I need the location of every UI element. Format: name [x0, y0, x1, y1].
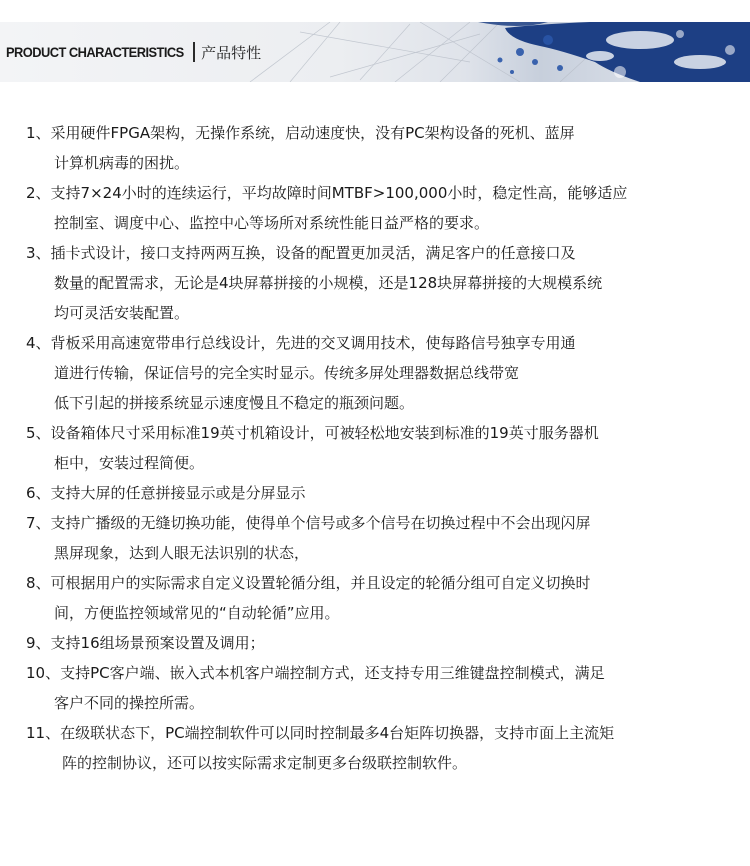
- feature-line: 均可灵活安装配置。: [54, 304, 190, 322]
- header-banner: [0, 22, 750, 82]
- feature-item-4: [0, 328, 750, 418]
- feature-line: 5、设备箱体尺寸采用标准19英寸机箱设计，可被轻松地安装到标准的19英寸服务器机: [26, 424, 599, 442]
- feature-line: 8、可根据用户的实际需求自定义设置轮循分组，并且设定的轮循分组可自定义切换时: [26, 574, 591, 592]
- section-title: [6, 40, 261, 64]
- feature-list: [0, 118, 750, 778]
- feature-item-2: [0, 178, 750, 238]
- feature-item-3: [0, 238, 750, 328]
- feature-line: 3、插卡式设计，接口支持两两互换，设备的配置更加灵活，满足客户的任意接口及: [26, 244, 576, 262]
- feature-item-6: [0, 478, 750, 508]
- feature-line: 10、支持PC客户端、嵌入式本机客户端控制方式，还支持专用三维键盘控制模式，满足: [26, 664, 605, 682]
- feature-item-9: [0, 628, 750, 658]
- feature-line: 控制室、调度中心、监控中心等场所对系统性能日益严格的要求。: [54, 214, 490, 232]
- feature-item-8: [0, 568, 750, 628]
- feature-line: 6、支持大屏的任意拼接显示或是分屏显示: [26, 484, 306, 502]
- title-divider: [193, 42, 195, 62]
- feature-line: 计算机病毒的困扰。: [54, 154, 190, 172]
- feature-line: 2、支持7×24小时的连续运行，平均故障时间MTBF>100,000小时，稳定性高，能够适应: [26, 184, 628, 202]
- feature-line: 道进行传输，保证信号的完全实时显示。传统多屏处理器数据总线带宽: [54, 364, 520, 382]
- feature-line: 客户不同的操控所需。: [54, 694, 205, 712]
- feature-item-5: [0, 418, 750, 478]
- feature-item-11: [0, 718, 750, 778]
- feature-item-1: [0, 118, 750, 178]
- feature-line: 1、采用硬件FPGA架构，无操作系统，启动速度快，没有PC架构设备的死机、蓝屏: [26, 124, 575, 142]
- section-title-chinese: 产品特性: [201, 43, 262, 62]
- feature-line: 间，方便监控领域常见的“自动轮循”应用。: [54, 604, 340, 622]
- feature-item-10: [0, 658, 750, 718]
- feature-line: 9、支持16组场景预案设置及调用；: [26, 634, 265, 652]
- feature-line: 柜中，安装过程简便。: [54, 454, 205, 472]
- feature-line: 数量的配置需求，无论是4块屏幕拼接的小规模，还是128块屏幕拼接的大规模系统: [54, 274, 603, 292]
- feature-line: 4、背板采用高速宽带串行总线设计，先进的交叉调用技术，使每路信号独享专用通: [26, 334, 576, 352]
- section-title-english: PRODUCT CHARACTERISTICS: [6, 44, 184, 60]
- feature-line: 11、在级联状态下，PC端控制软件可以同时控制最多4台矩阵切换器，支持市面上主流矩: [26, 724, 615, 742]
- feature-item-7: [0, 508, 750, 568]
- feature-line: 阵的控制协议，还可以按实际需求定制更多台级联控制软件。: [62, 754, 468, 772]
- feature-line: 低下引起的拼接系统显示速度慢且不稳定的瓶颈问题。: [54, 394, 415, 412]
- feature-line: 黑屏现象，达到人眼无法识别的状态，: [54, 544, 310, 562]
- feature-line: 7、支持广播级的无缝切换功能，使得单个信号或多个信号在切换过程中不会出现闪屏: [26, 514, 591, 532]
